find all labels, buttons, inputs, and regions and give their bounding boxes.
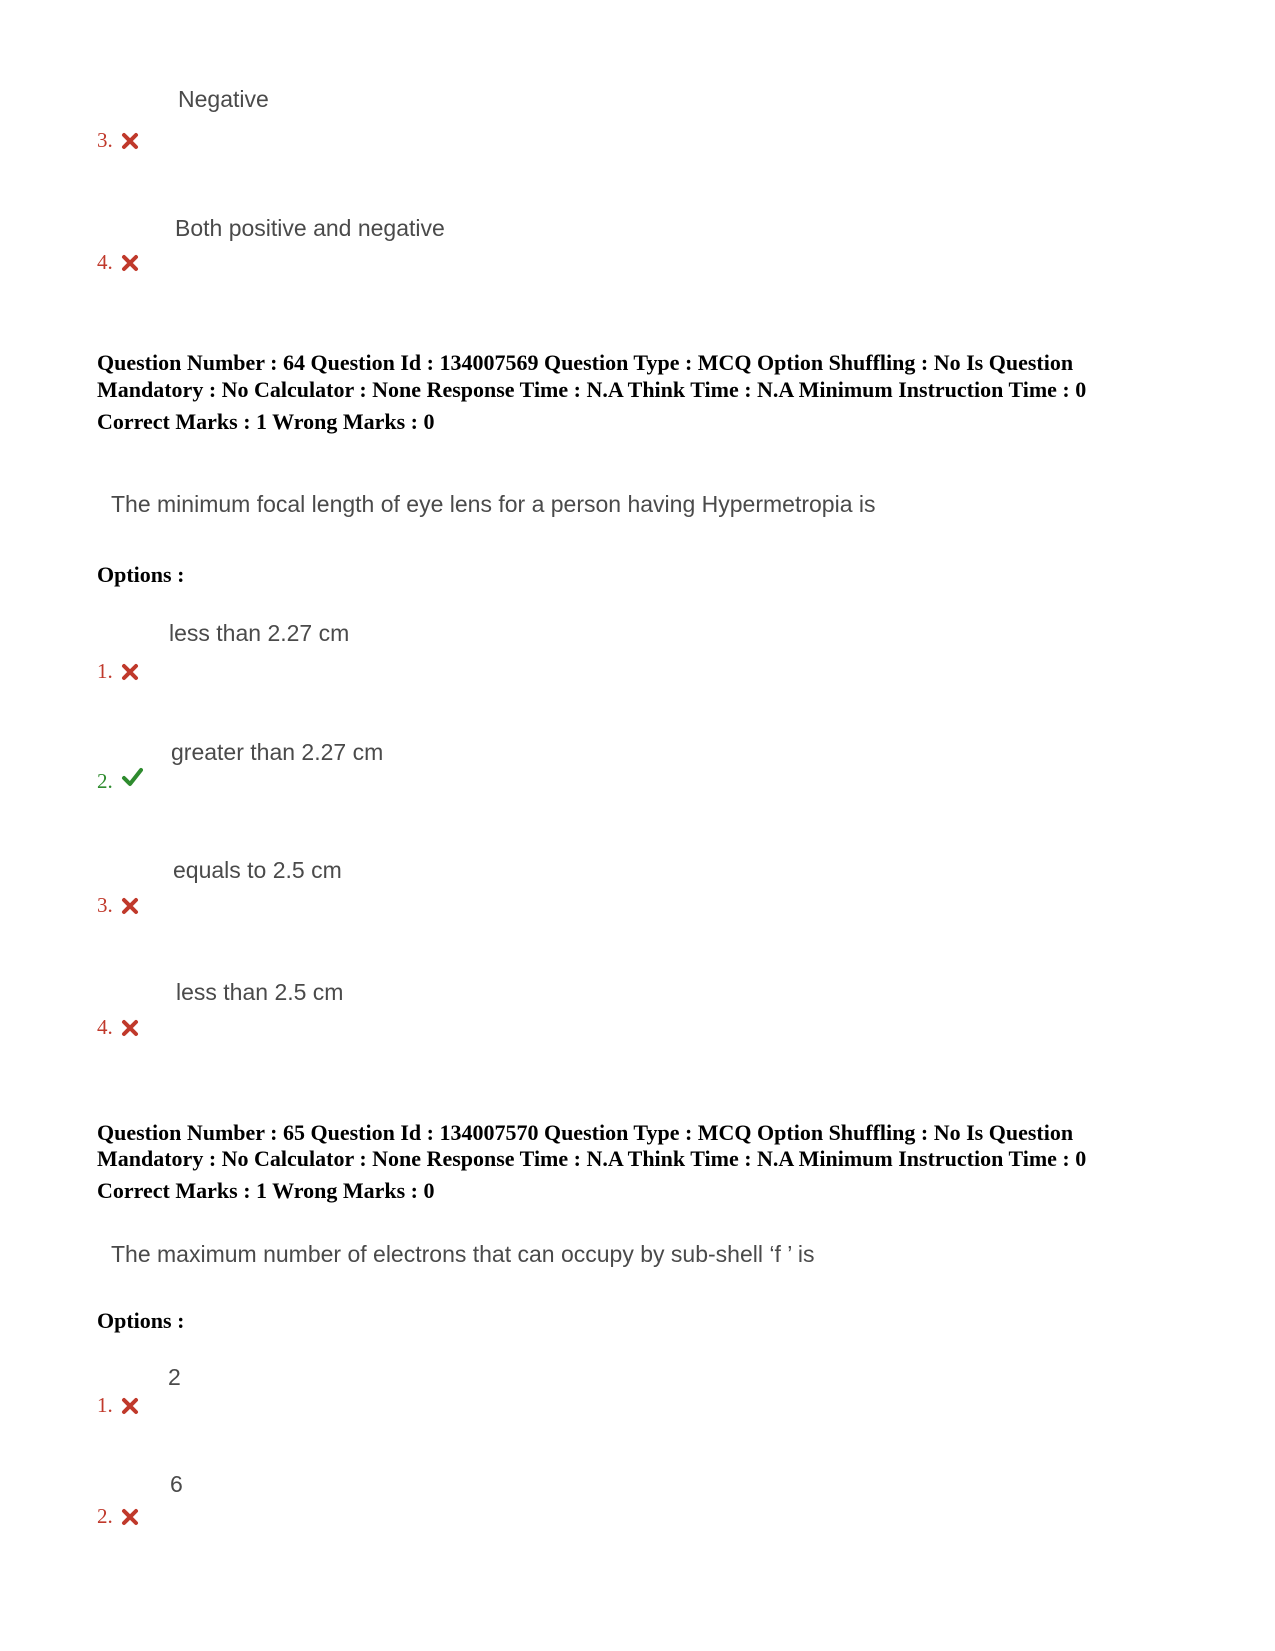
cross-icon (121, 1019, 139, 1037)
question-text: The maximum number of electrons that can occupy by sub-shell ‘f ’ is (111, 1241, 815, 1267)
option-text: greater than 2.27 cm (171, 739, 384, 765)
option-text: 6 (170, 1471, 183, 1497)
option-number (97, 1017, 139, 1038)
option-number (97, 1506, 139, 1527)
option-number-label: 4. (97, 250, 113, 274)
option-number-label: 2. (97, 1504, 113, 1528)
question-meta-line: Question Number : 64 Question Id : 134007569 Question Type : MCQ Option Shuffling : No Is Question (97, 350, 1074, 375)
option-number (97, 771, 143, 792)
option-number-label: 2. (97, 769, 113, 793)
option-number-label: 3. (97, 128, 113, 152)
question-text: The minimum focal length of eye lens for a person having Hypermetropia is (111, 491, 876, 517)
option-number-label: 1. (97, 659, 113, 683)
cross-icon (121, 1397, 139, 1415)
option-text: less than 2.5 cm (176, 979, 344, 1005)
option-number-label: 4. (97, 1015, 113, 1039)
option-text: equals to 2.5 cm (173, 857, 342, 883)
cross-icon (121, 254, 139, 272)
question-meta-line: Question Number : 65 Question Id : 134007570 Question Type : MCQ Option Shuffling : No Is Question (97, 1120, 1074, 1145)
option-number (97, 661, 139, 682)
question-meta-line: Mandatory : No Calculator : None Response Time : N.A Think Time : N.A Minimum Instruction Time : 0 (97, 1146, 1087, 1171)
option-text: Both positive and negative (175, 215, 445, 241)
question-marks: Correct Marks : 1 Wrong Marks : 0 (97, 409, 435, 434)
options-label: Options : (97, 1308, 185, 1333)
option-number-label: 3. (97, 893, 113, 917)
option-text: Negative (178, 86, 269, 112)
question-marks: Correct Marks : 1 Wrong Marks : 0 (97, 1178, 435, 1203)
cross-icon (121, 132, 139, 150)
cross-icon (121, 1508, 139, 1526)
option-text: 2 (168, 1364, 181, 1390)
cross-icon (121, 897, 139, 915)
question-meta-line: Mandatory : No Calculator : None Response Time : N.A Think Time : N.A Minimum Instruction Time : 0 (97, 377, 1087, 402)
option-text: less than 2.27 cm (169, 620, 350, 646)
option-number (97, 895, 139, 916)
option-number (97, 1395, 139, 1416)
option-number-label: 1. (97, 1393, 113, 1417)
option-number (97, 130, 139, 151)
options-label: Options : (97, 562, 185, 587)
check-icon (121, 767, 143, 787)
cross-icon (121, 663, 139, 681)
option-number (97, 252, 139, 273)
